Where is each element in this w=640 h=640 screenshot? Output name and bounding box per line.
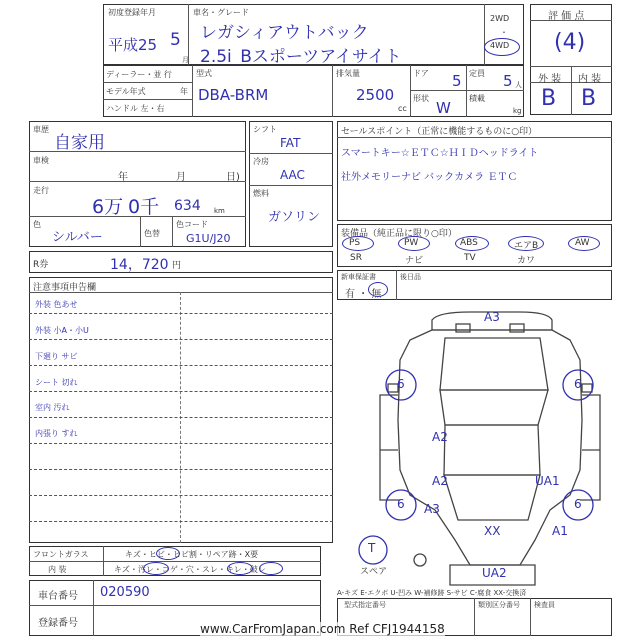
cc-unit: cc	[398, 104, 407, 113]
note-item-1: 外装 色あせ	[35, 300, 78, 309]
reg-date-label: 初度登録年月	[108, 8, 156, 17]
equip-abs: ABS	[460, 238, 478, 248]
capacity-unit: 人	[515, 81, 522, 89]
note-item-2: 外装 小A・小U	[35, 326, 89, 335]
equip-leather: カワ	[517, 256, 536, 266]
load-label: 積載	[469, 94, 485, 103]
watermark: www.CarFromJapan.com Ref CFJ1944158	[200, 622, 445, 636]
equip-navi: ナビ	[405, 256, 424, 266]
handle-label: ハンドル 左・右	[106, 104, 165, 113]
exterior-label: 外 装	[538, 74, 562, 85]
class-label: 類別区分番号	[478, 601, 520, 609]
checker-label: 検査員	[534, 601, 555, 609]
color-label: 色	[33, 220, 41, 229]
stock-value: 020590	[100, 585, 150, 600]
mark-wheel-fl: 6	[397, 377, 405, 391]
notes-box	[29, 277, 333, 543]
front-glass-label: フロントガラス	[33, 550, 89, 559]
mark-wheel-rl: 6	[397, 497, 405, 511]
color-value: シルバー	[52, 230, 103, 245]
mileage-label: 走行	[33, 186, 49, 195]
color-code-value: G1U/J20	[186, 232, 231, 245]
mark-wheel-fr: 6	[574, 377, 582, 391]
mark-t: T	[368, 541, 376, 555]
mileage-rest: 634	[174, 198, 201, 214]
capacity-label: 定員	[469, 69, 485, 78]
damage-legend: A-キズ E-エクボ U-凹み W-補修跡 S-サビ C-腐食 XX-交換済	[337, 589, 527, 597]
equip-pw: PW	[404, 238, 419, 248]
interior-label: 内 装	[578, 74, 602, 85]
doors-value: 5	[452, 72, 462, 90]
note-item-4: シート 切れ	[35, 378, 78, 387]
mark-ua1: UA1	[535, 474, 560, 488]
hood	[440, 338, 548, 390]
equip-airbag: エアB	[514, 241, 539, 251]
reg-no-label: 登録番号	[38, 618, 78, 629]
sales-title: セールスポイント（正常に機能するものに○印）	[341, 127, 538, 137]
stock-label: 車台番号	[38, 591, 78, 602]
record-label: 後日品	[400, 273, 421, 281]
mileage-man: 6万	[92, 196, 124, 218]
mark-a3-rear: A3	[424, 502, 440, 516]
color-code-label: 色コード	[176, 220, 208, 229]
displacement-value: 2500	[356, 86, 395, 104]
reg-month: 5	[170, 30, 181, 50]
color-swap-label: 色替	[144, 229, 160, 238]
exterior-grade: B	[541, 86, 557, 111]
inspection-year-unit: 年	[118, 172, 128, 183]
usage-value: 自家用	[54, 133, 105, 153]
shape-label: 形状	[413, 94, 429, 103]
drive-4wd: 4WD	[490, 41, 510, 50]
roof	[444, 425, 540, 475]
km-unit: km	[214, 207, 225, 215]
door-label: ドア	[413, 69, 429, 78]
equip-ps: PS	[349, 238, 361, 248]
rear-window	[444, 475, 540, 520]
notes-title: 注意事項申告欄	[33, 283, 97, 293]
form-label: 型式指定番号	[344, 601, 386, 609]
model-year-label: モデル年式	[106, 87, 146, 96]
shift-value: FAT	[280, 136, 301, 150]
mark-ua2: UA2	[482, 566, 507, 580]
sales-line2: 社外メモリーナビ バックカメラ ＥＴＣ	[341, 172, 518, 183]
inspection-day-unit: 日)	[226, 172, 240, 183]
note-item-6: 内張り すれ	[35, 429, 78, 438]
recycle-value: 14，720	[110, 257, 169, 273]
right-doors	[580, 395, 600, 500]
rating-value: (4)	[554, 30, 586, 55]
mark-wheel-rr: 6	[574, 497, 582, 511]
equipment-title: 装備品（純正品に限り○印）	[341, 229, 457, 239]
note-item-5: 室内 汚れ	[35, 403, 70, 412]
dealer-label: ディーラー・並 行	[106, 70, 172, 79]
warranty-value: 有 ・ 無	[345, 289, 382, 300]
front-glass-value: キズ・ヒビ・ヒビ割・リペア跡・X要	[125, 550, 259, 559]
month-unit: 月	[182, 56, 189, 64]
displacement-label: 排気量	[336, 69, 360, 78]
mark-a1: A1	[552, 524, 568, 538]
fuel-label: 燃料	[253, 189, 269, 198]
model-code: DBA-BRM	[198, 86, 269, 104]
drive-2wd: 2WD	[490, 14, 510, 23]
sales-line1: スマートキー☆ＥＴＣ☆ＨＩＤヘッドライト	[341, 148, 539, 159]
note-item-3: 下廻り サビ	[35, 352, 78, 361]
car-name-label: 車名・グレード	[193, 8, 249, 17]
kg-unit: kg	[513, 107, 522, 115]
model-name: レガシィアウトバック	[200, 23, 369, 43]
interior-grade: B	[581, 86, 597, 111]
mark-a2-lower: A2	[432, 474, 448, 488]
equip-tv: TV	[464, 253, 476, 263]
year-unit: 年	[180, 87, 188, 96]
ac-value: AAC	[280, 168, 305, 182]
mileage-sen: 0千	[128, 196, 160, 218]
inspection-label: 車検	[33, 156, 49, 165]
warranty-label: 新車保証書	[341, 273, 376, 281]
recycle-label: R券	[33, 260, 49, 270]
grade: 2.5i_Bスポーツアイサイト	[200, 47, 402, 67]
left-doors	[380, 395, 400, 500]
shape-value: W	[436, 99, 451, 117]
equip-sr: SR	[350, 253, 362, 263]
ac-label: 冷房	[253, 157, 269, 166]
shift-label: シフト	[253, 125, 277, 134]
equip-aw: AW	[575, 238, 590, 248]
spare-label: スペア	[360, 567, 388, 577]
reg-era: 平成25	[108, 36, 158, 54]
mark-a3-front: A3	[484, 310, 500, 324]
windshield	[440, 390, 548, 425]
capacity-value: 5	[503, 72, 513, 90]
rating-label: 評 価 点	[548, 11, 585, 22]
mark-xx: XX	[484, 524, 501, 538]
interior-cond-label: 内 装	[48, 565, 67, 574]
mark-a2-upper: A2	[432, 430, 448, 444]
recycle-unit: 円	[172, 261, 182, 271]
interior-cond-value: キズ・汚レ・コゲ・穴・スレ・キレ・破レ	[114, 565, 266, 574]
inspection-month-unit: 月	[176, 172, 186, 183]
usage-label: 車歴	[33, 125, 49, 134]
type-label: 型式	[196, 69, 212, 78]
fuel-value: ガソリン	[268, 210, 321, 225]
